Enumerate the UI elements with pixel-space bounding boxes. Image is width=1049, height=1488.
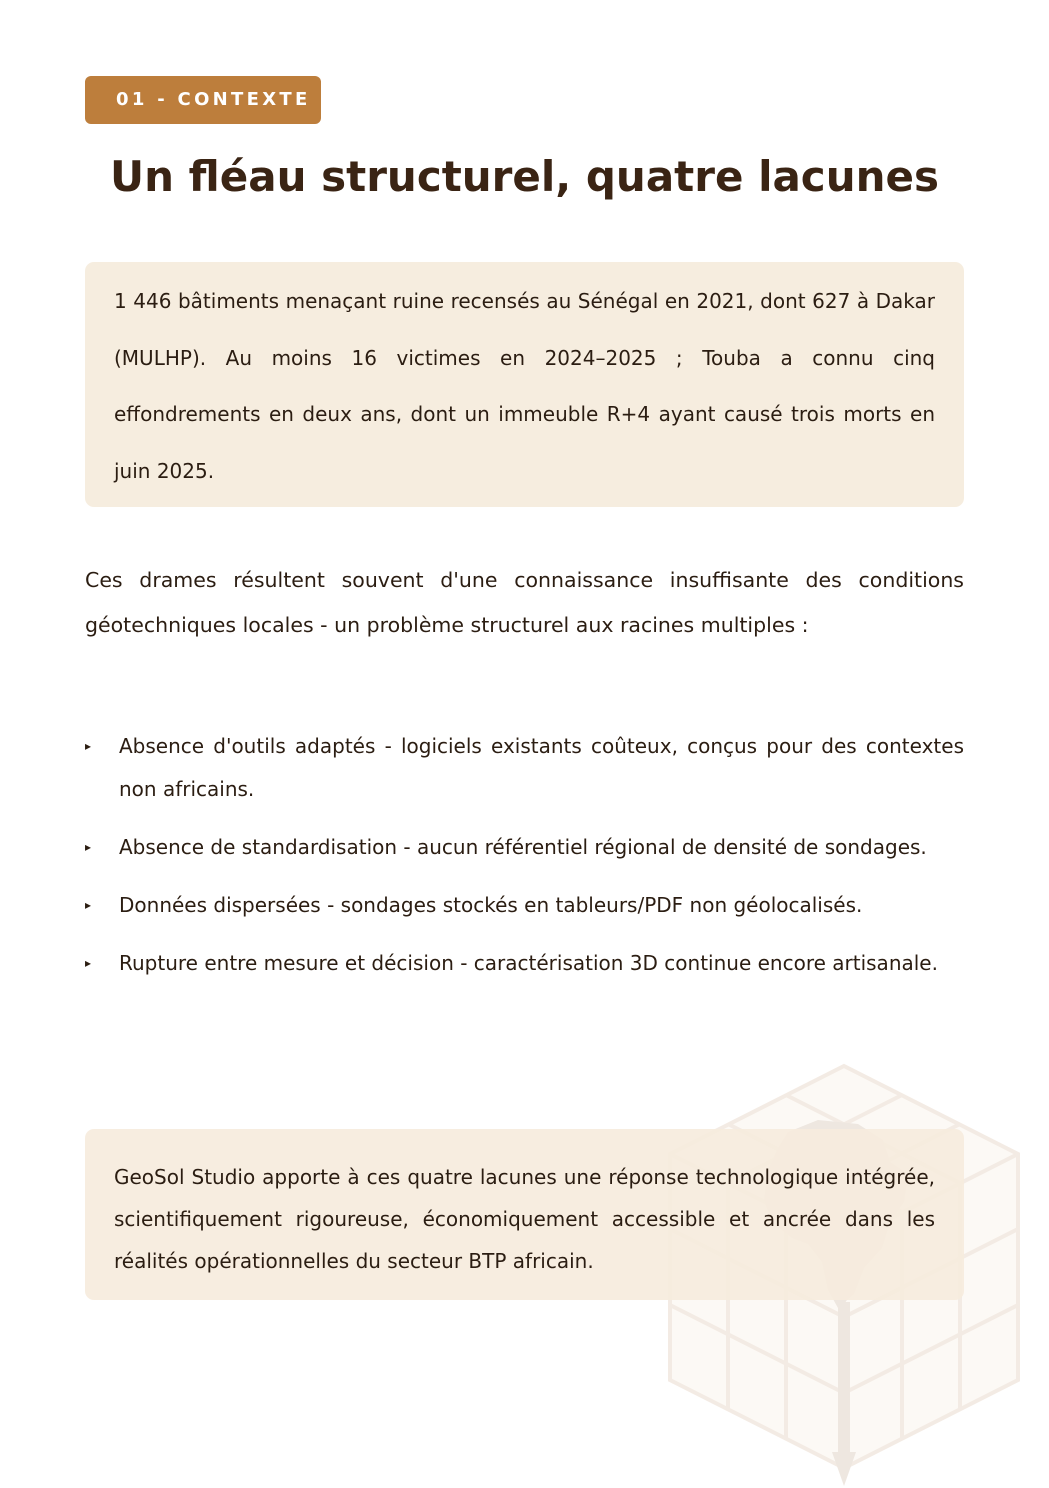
list-item [85, 884, 964, 927]
triangle-bullet-icon: ▸ [85, 739, 92, 753]
statistics-text: 1 446 bâtiments menaçant ruine recensés au Sénégal en 2021, dont 627 à Dakar (MULHP). Au moins 16 victimes en 2024–2025 ; Touba a connu cinq effondrements en deux ans, dont un immeuble R+4 ayant causé trois morts en juin 2025. [114, 289, 935, 483]
list-item-text: Données dispersées - sondages stockés en tableurs/PDF non géolocalisés. [119, 893, 863, 917]
section-tag: 01 - CONTEXTE [85, 76, 321, 124]
list-item [85, 942, 964, 985]
statistics-callout [85, 262, 964, 507]
triangle-bullet-icon: ▸ [85, 956, 92, 970]
list-item-text: Rupture entre mesure et décision - caractérisation 3D continue encore artisanale. [119, 951, 938, 975]
gaps-list [85, 725, 964, 1000]
page-title: Un fléau structurel, quatre lacunes [110, 152, 939, 201]
list-item [85, 725, 964, 811]
conclusion-callout [85, 1129, 964, 1300]
conclusion-text: GeoSol Studio apporte à ces quatre lacunes une réponse technologique intégrée, scientifiquement rigoureuse, économiquement accessible et ancrée dans les réalités opérationnelles du secteur BTP africain. [114, 1165, 935, 1273]
list-item-text: Absence de standardisation - aucun référentiel régional de densité de sondages. [119, 835, 927, 859]
list-item [85, 826, 964, 869]
triangle-bullet-icon: ▸ [85, 840, 92, 854]
triangle-bullet-icon: ▸ [85, 898, 92, 912]
list-item-text: Absence d'outils adaptés - logiciels existants coûteux, conçus pour des contextes non africains. [119, 734, 964, 801]
intro-paragraph: Ces drames résultent souvent d'une connaissance insuffisante des conditions géotechniques locales - un problème structurel aux racines multiples : [85, 568, 964, 637]
